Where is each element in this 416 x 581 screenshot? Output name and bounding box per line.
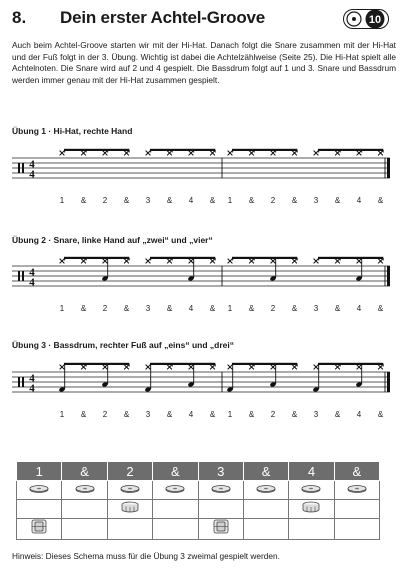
count-label: 2 [102,410,108,419]
beam [232,363,297,365]
beam [150,149,215,151]
count-label: & [377,196,384,205]
count-label: 3 [313,196,319,205]
hihat-icon [256,481,276,498]
grid-cell [243,519,288,540]
grid-cell [17,500,62,519]
percussion-clef [22,163,24,173]
time-signature-bottom: 4 [29,382,35,395]
hihat-note [189,151,194,156]
grid-cell [107,481,152,500]
hihat-icon [29,481,49,498]
count-label: 1 [59,304,65,313]
beam [232,257,297,259]
count-label: 4 [188,410,194,419]
beam [318,257,383,259]
hihat-note [81,259,86,264]
beam [318,149,383,151]
count-label: 3 [145,304,151,313]
count-label: 4 [356,196,362,205]
grid-cell [243,500,288,519]
hihat-note [249,259,254,264]
grid-header-cell: & [243,462,288,481]
count-label: & [209,196,216,205]
percussion-clef [22,271,24,281]
count-label: 2 [102,304,108,313]
final-barline-thick [387,158,390,178]
intro-text: Auch beim Achtel-Groove starten wir mit der Hi-Hat. Danach folgt die Snare zusammen mit der Hi-Hat und der Fuß folgt in der 3. Übung. Wichtig ist dabei die Achtelzählweise (Seite 25). Die Hi-Hat spielt alle Achtelnoten. Die Snare wird auf 2 und 4 gespielt. Die Bassdrum folgt auf 1 und 3. Snare und Bassdrum werden immer genau mit der Hi-Hat zusammen gespielt. [12,40,396,85]
grid-row-bassdrum [17,519,380,540]
hihat-note [314,365,319,370]
count-label: 2 [270,410,276,419]
hihat-note [378,259,383,264]
grid-cell [153,481,198,500]
hihat-note [124,151,129,156]
count-label: & [80,196,87,205]
hihat-icon [120,481,140,498]
count-label: 4 [356,410,362,419]
count-label: 3 [313,410,319,419]
cd-track-badge [343,9,389,29]
grid-cell [62,481,107,500]
hihat-note [249,151,254,156]
grid-cell [198,519,243,540]
count-label: & [209,410,216,419]
hihat-icon [211,481,231,498]
hihat-icon [75,481,95,498]
grid-cell [107,500,152,519]
hihat-note [271,259,276,264]
hihat-note [60,259,65,264]
beam [64,257,129,259]
hihat-note [314,151,319,156]
hihat-note [292,151,297,156]
hihat-note [210,259,215,264]
count-label: 4 [188,304,194,313]
grid-header-cell: & [153,462,198,481]
count-label: & [123,196,130,205]
final-barline-thick [387,372,390,392]
bassdrum-icon [31,521,47,538]
hihat-note [81,365,86,370]
percussion-clef [18,271,20,281]
grid-cell [62,519,107,540]
hihat-note [103,365,108,370]
count-label: & [80,410,87,419]
count-label: & [248,304,255,313]
hihat-icon [165,481,185,498]
count-label: & [334,410,341,419]
beam [232,149,297,151]
beam [64,149,129,151]
count-label: 3 [145,410,151,419]
grid-header-cell: & [334,462,379,481]
count-label: & [166,196,173,205]
exercise-staff-1 [12,148,402,208]
time-signature-bottom: 4 [29,276,35,289]
exercise-title-2: Übung 2 · Snare, linke Hand auf „zwei“ und „vier“ [12,235,213,245]
grid-cell [289,481,334,500]
hihat-note [292,259,297,264]
hihat-note [378,365,383,370]
count-label: & [209,304,216,313]
hihat-note [335,151,340,156]
grid-cell [17,481,62,500]
count-label: & [123,304,130,313]
chapter-number: 8. [12,8,27,27]
grid-header-cell: & [62,462,107,481]
hihat-icon [301,481,321,498]
count-label: 1 [59,196,65,205]
grid-cell [198,500,243,519]
hihat-note [335,259,340,264]
count-label: & [248,196,255,205]
hihat-note [357,259,362,264]
hihat-note [228,151,233,156]
time-signature-top: 4 [29,158,35,171]
hihat-note [228,365,233,370]
hihat-note [271,365,276,370]
count-label: & [248,410,255,419]
count-label: 4 [356,304,362,313]
chapter-title: Dein erster Achtel-Groove [60,8,266,27]
grid-cell [17,519,62,540]
beam [150,257,215,259]
hihat-note [210,365,215,370]
hihat-note [357,365,362,370]
hihat-note [271,151,276,156]
grid-header-cell: 2 [107,462,152,481]
exercise-title-1: Übung 1 · Hi-Hat, rechte Hand [12,126,133,136]
final-barline-thick [387,266,390,286]
count-label: 4 [188,196,194,205]
count-label: & [334,304,341,313]
hihat-note [335,365,340,370]
snare-icon [302,500,320,517]
count-label: & [377,304,384,313]
hihat-note [146,259,151,264]
count-label: & [80,304,87,313]
count-label: & [123,410,130,419]
hihat-note [60,365,65,370]
hihat-note [189,259,194,264]
count-label: 1 [227,304,233,313]
exercise-staff-2 [12,256,402,316]
count-label: 3 [313,304,319,313]
beam [150,363,215,365]
hihat-note [103,259,108,264]
count-label: 1 [227,196,233,205]
time-signature-bottom: 4 [29,168,35,181]
grid-cell [289,500,334,519]
count-label: & [166,304,173,313]
hihat-note [228,259,233,264]
grid-cell [243,481,288,500]
count-label: & [334,196,341,205]
hihat-note [124,365,129,370]
hihat-note [167,259,172,264]
hihat-icon [347,481,367,498]
grid-header-cell: 4 [289,462,334,481]
hihat-note [314,259,319,264]
hihat-note [60,151,65,156]
beat-grid-header [17,462,380,481]
count-label: 2 [102,196,108,205]
hihat-note [146,151,151,156]
count-label: 1 [227,410,233,419]
hihat-note [210,151,215,156]
grid-cell [198,481,243,500]
grid-cell [334,500,379,519]
grid-header-cell: 3 [198,462,243,481]
grid-cell [334,481,379,500]
hihat-note [249,365,254,370]
hihat-note [292,365,297,370]
count-label: 1 [59,410,65,419]
count-label: 2 [270,304,276,313]
grid-cell [153,519,198,540]
grid-header-cell: 1 [17,462,62,481]
grid-cell [62,500,107,519]
hihat-note [167,365,172,370]
footer-note: Hinweis: Dieses Schema muss für die Übung 3 zweimal gespielt werden. [12,551,280,561]
hihat-note [124,259,129,264]
hihat-note [189,365,194,370]
grid-row-snare [17,500,380,519]
hihat-note [378,151,383,156]
beat-grid [16,461,398,540]
time-signature-top: 4 [29,372,35,385]
hihat-note [103,151,108,156]
percussion-clef [18,377,20,387]
grid-cell [153,500,198,519]
hihat-note [146,365,151,370]
hihat-note [357,151,362,156]
page-header [10,8,410,32]
grid-cell [107,519,152,540]
grid-cell [289,519,334,540]
cd-track-number: 10 [368,14,382,26]
hihat-note [167,151,172,156]
count-label: & [377,410,384,419]
count-label: & [166,410,173,419]
hihat-note [81,151,86,156]
count-label: & [291,304,298,313]
beam [318,363,383,365]
percussion-clef [22,377,24,387]
grid-row-hihat [17,481,380,500]
grid-cell [334,519,379,540]
beat-grid-table [16,461,380,540]
count-label: & [291,410,298,419]
count-label: 2 [270,196,276,205]
count-label: & [291,196,298,205]
bassdrum-icon [213,521,229,538]
count-label: 3 [145,196,151,205]
percussion-clef [18,163,20,173]
exercise-staff-3 [12,362,402,422]
beam [64,363,129,365]
time-signature-top: 4 [29,266,35,279]
exercise-title-3: Übung 3 · Bassdrum, rechter Fuß auf „eins“ und „drei“ [12,340,234,350]
snare-icon [121,500,139,517]
